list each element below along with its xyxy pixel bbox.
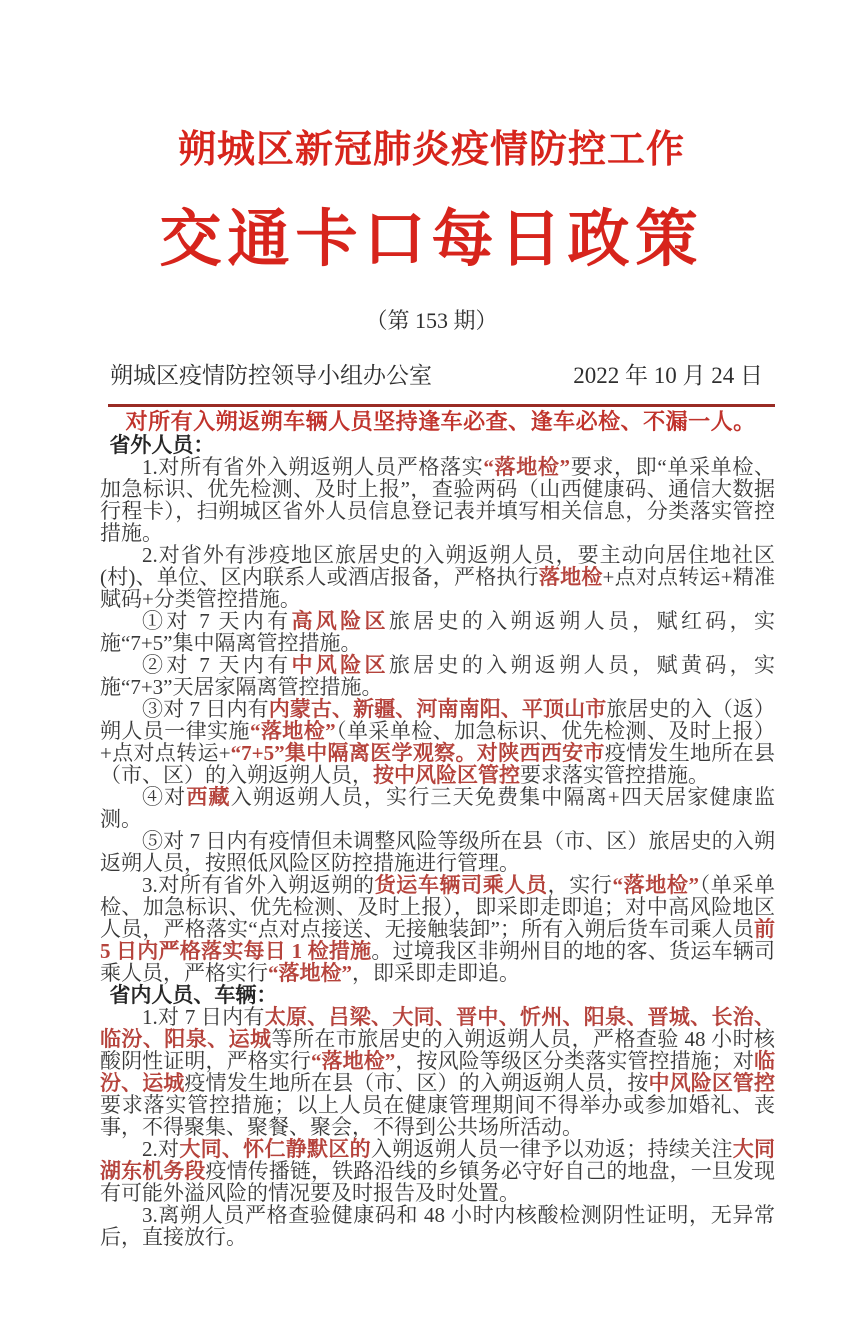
section-heading-out-of-province: 省外人员： — [109, 433, 215, 457]
policy-paragraph-outside-2: 2.对省外有涉疫地区旅居史的入朔返朔人员，要主动向居住地社区(村)、单位、区内联系人或酒店报备，严格执行落地检+点对点转运+精准赋码+分类管控措施。 — [100, 543, 776, 611]
document-page — [0, 118, 863, 1337]
policy-paragraph-inside-1: 1.对 7 日内有太原、吕梁、大同、晋中、忻州、阳泉、晋城、长治、临汾、阳泉、运城等所在市旅居史的入朔返朔人员，严格查验 48 小时核酸阴性证明，严格实行“落地检”，按风险等级区分类落实管控措施；对临汾、运城疫情发生地所在县（市、区）的入朔返朔人员，按中风险区管控要求落实管控措施；以上人员在健康管理期间不得举办或参加婚礼、丧事，不得聚集、聚餐、聚会，不得到公共场所活动。 — [100, 1005, 776, 1139]
policy-paragraph-outside-3: 3.对所有省外入朔返朔的货运车辆司乘人员，实行“落地检”（单采单检、加急标识、优先检测、及时上报），即采即走即追；对中高风险地区人员，严格落实“点对点接送、无接触装卸”；所有入朔后货车司乘人员前 5 日内严格落实每日 1 检措施。过境我区非朔州目的地的客、货运车辆司乘人员，严格实行“落地检”，即采即走即追。 — [100, 873, 775, 985]
banner-statement: 对所有入朔返朔车辆人员坚持逢车必查、逢车必检、不漏一人。 — [125, 409, 756, 434]
document-main-title: 交通卡口每日政策 — [159, 206, 704, 274]
issue-date: 2022 年 10 月 24 日 — [573, 363, 763, 388]
policy-paragraph-outside-2-item-2: ②对 7 天内有中风险区旅居史的入朔返朔人员，赋黄码，实施“7+3”天居家隔离管控措施。 — [100, 653, 776, 699]
policy-body — [100, 434, 775, 1248]
section-heading-in-province: 省内人员、车辆： — [109, 983, 278, 1007]
policy-paragraph-inside-2: 2.对大同、怀仁静默区的入朔返朔人员一律予以劝返；持续关注大同湖东机务段疫情传播链，铁路沿线的乡镇务必守好自己的地盘，一旦发现有可能外溢风险的情况要及时报告及时处置。 — [100, 1137, 776, 1205]
issue-number: （第 153 期） — [365, 308, 498, 333]
policy-paragraph-outside-2-item-5: ⑤对 7 日内有疫情但未调整风险等级所在县（市、区）旅居史的入朔返朔人员，按照低风险区防控措施进行管理。 — [100, 829, 775, 875]
issuing-office: 朔城区疫情防控领导小组办公室 — [110, 363, 432, 388]
document-header-title: 朔城区新冠肺炎疫情防控工作 — [177, 129, 685, 171]
policy-paragraph-inside-3: 3.离朔人员严格查验健康码和 48 小时内核酸检测阴性证明，无异常后，直接放行。 — [100, 1203, 775, 1249]
policy-paragraph-outside-2-item-3: ③对 7 日内有内蒙古、新疆、河南南阳、平顶山市旅居史的入（返）朔人员一律实施“落地检”（单采单检、加急标识、优先检测、及时上报）+点对点转运+“7+5”集中隔离医学观察。对陕西西安市疫情发生地所在县（市、区）的入朔返朔人员，按中风险区管控要求落实管控措施。 — [100, 697, 776, 787]
byline — [110, 357, 763, 390]
policy-paragraph-outside-2-item-1: ①对 7 天内有高风险区旅居史的入朔返朔人员，赋红码，实施“7+5”集中隔离管控措施。 — [100, 609, 776, 655]
red-divider-line — [108, 404, 775, 407]
policy-paragraph-outside-2-item-4: ④对西藏入朔返朔人员，实行三天免费集中隔离+四天居家健康监测。 — [100, 785, 776, 831]
policy-paragraph-outside-1: 1.对所有省外入朔返朔人员严格落实“落地检”要求，即“单采单检、加急标识、优先检测、及时上报”，查验两码（山西健康码、通信大数据行程卡），扫朔城区省外人员信息登记表并填写相关信息，分类落实管控措施。 — [100, 455, 775, 545]
